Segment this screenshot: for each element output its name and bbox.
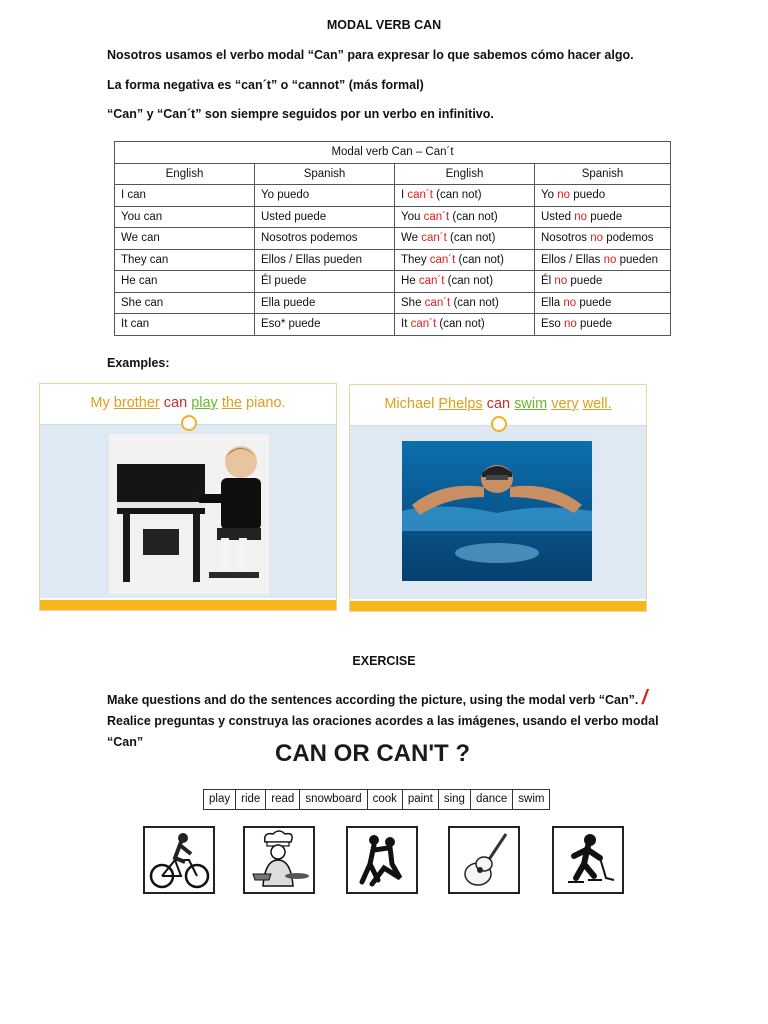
word-paint: paint: [403, 790, 439, 809]
exercise-text-en: Make questions and do the sentences according the picture, using the modal verb “Can”.: [107, 693, 639, 707]
cell-english: They can: [115, 249, 255, 271]
cell-spanish-negative: Eso no puede: [535, 314, 671, 336]
header-english: English: [115, 163, 255, 185]
negative-word: can´t: [418, 275, 445, 288]
cell-spanish-negative: Nosotros no podemos: [535, 228, 671, 250]
header-english-neg: English: [395, 163, 535, 185]
word-ride: ride: [236, 790, 266, 809]
intro-line-2: La forma negativa es “can´t” o “cannot” (más formal): [107, 78, 424, 92]
table-row: [115, 271, 671, 293]
table-row: [115, 314, 671, 336]
negative-word: can´t: [421, 232, 447, 245]
table-row: [115, 249, 671, 271]
dancers-icon: [346, 826, 418, 894]
word-sing: sing: [439, 790, 471, 809]
table-row: [115, 206, 671, 228]
negative-word: no: [603, 253, 617, 266]
cell-english-negative: I can´t (can not): [395, 185, 535, 207]
word-snowboard: snowboard: [300, 790, 367, 809]
cell-english-negative: You can´t (can not): [395, 206, 535, 228]
word-dance: dance: [471, 790, 513, 809]
table-header-row: [115, 163, 671, 185]
hockey-player-icon: [552, 826, 624, 894]
cell-spanish: Él puede: [255, 271, 395, 293]
cell-english: We can: [115, 228, 255, 250]
table-row: [115, 292, 671, 314]
cell-english: I can: [115, 185, 255, 207]
guitar-icon: [448, 826, 520, 894]
cell-spanish-negative: Usted no puede: [535, 206, 671, 228]
cell-spanish: Usted puede: [255, 206, 395, 228]
negative-word: no: [554, 275, 568, 288]
exercise-title: EXERCISE: [352, 654, 416, 668]
exercise-text-es: Realice preguntas y construya las oraciones acordes a las imágenes, usando el verbo modal “Can”: [107, 714, 659, 749]
cell-spanish-negative: Ellos / Ellas no pueden: [535, 249, 671, 271]
intro-line-3: “Can” y “Can´t” son siempre seguidos por un verbo en infinitivo.: [107, 107, 494, 121]
boy-piano-image: [109, 434, 269, 594]
table-caption: Modal verb Can – Can´t: [115, 142, 671, 164]
negative-word: no: [590, 232, 604, 245]
cell-english: It can: [115, 314, 255, 336]
negative-word: can´t: [429, 253, 456, 266]
example-slide-swim: [349, 384, 647, 612]
page-title: MODAL VERB CAN: [326, 18, 442, 32]
negative-word: can´t: [407, 189, 433, 202]
word-swim: swim: [518, 793, 545, 805]
negative-word: no: [563, 296, 577, 309]
cell-english-negative: It can´t (can not): [395, 314, 535, 336]
cell-english-negative: He can´t (can not): [395, 271, 535, 293]
cell-spanish: Yo puedo: [255, 185, 395, 207]
cell-spanish-negative: Él no puede: [535, 271, 671, 293]
example-caption-piano: My brother can play the piano.: [40, 384, 336, 422]
header-spanish: Spanish: [255, 163, 395, 185]
can-or-cant-title: CAN OR CAN'T ?: [274, 740, 471, 767]
cell-spanish: Eso* puede: [255, 314, 395, 336]
cell-spanish-negative: Yo no puedo: [535, 185, 671, 207]
cell-spanish: Ellos / Ellas pueden: [255, 249, 395, 271]
negative-word: can´t: [423, 210, 450, 223]
examples-label: Examples:: [107, 356, 170, 370]
cell-english: He can: [115, 271, 255, 293]
cell-english: You can: [115, 206, 255, 228]
cell-spanish-negative: Ella no puede: [535, 292, 671, 314]
intro-line-1: Nosotros usamos el verbo modal “Can” para expresar lo que sabemos cómo hacer algo.: [107, 48, 634, 62]
negative-word: no: [564, 318, 577, 331]
chef-icon: [243, 826, 315, 894]
cell-english: She can: [115, 292, 255, 314]
exercise-slash: /: [641, 687, 648, 709]
negative-word: can´t: [424, 296, 451, 309]
table-row: [115, 228, 671, 250]
negative-word: no: [557, 189, 571, 202]
modal-verb-table: [114, 141, 671, 336]
word-read: read: [266, 790, 300, 809]
word-bank: [203, 789, 550, 810]
cell-english-negative: They can´t (can not): [395, 249, 535, 271]
cell-english-negative: She can´t (can not): [395, 292, 535, 314]
swimmer-image: [402, 441, 592, 581]
cell-spanish: Ella puede: [255, 292, 395, 314]
word-cook: cook: [368, 790, 403, 809]
negative-word: can´t: [410, 318, 437, 331]
cyclist-icon: [143, 826, 215, 894]
cell-english-negative: We can´t (can not): [395, 228, 535, 250]
example-caption-swim: Michael Phelps can swim very well.: [350, 385, 646, 423]
word-play: play: [204, 790, 236, 809]
table-row: [115, 185, 671, 207]
negative-word: no: [574, 210, 588, 223]
header-spanish-neg: Spanish: [535, 163, 671, 185]
example-slide-piano: [39, 383, 337, 611]
cell-spanish: Nosotros podemos: [255, 228, 395, 250]
